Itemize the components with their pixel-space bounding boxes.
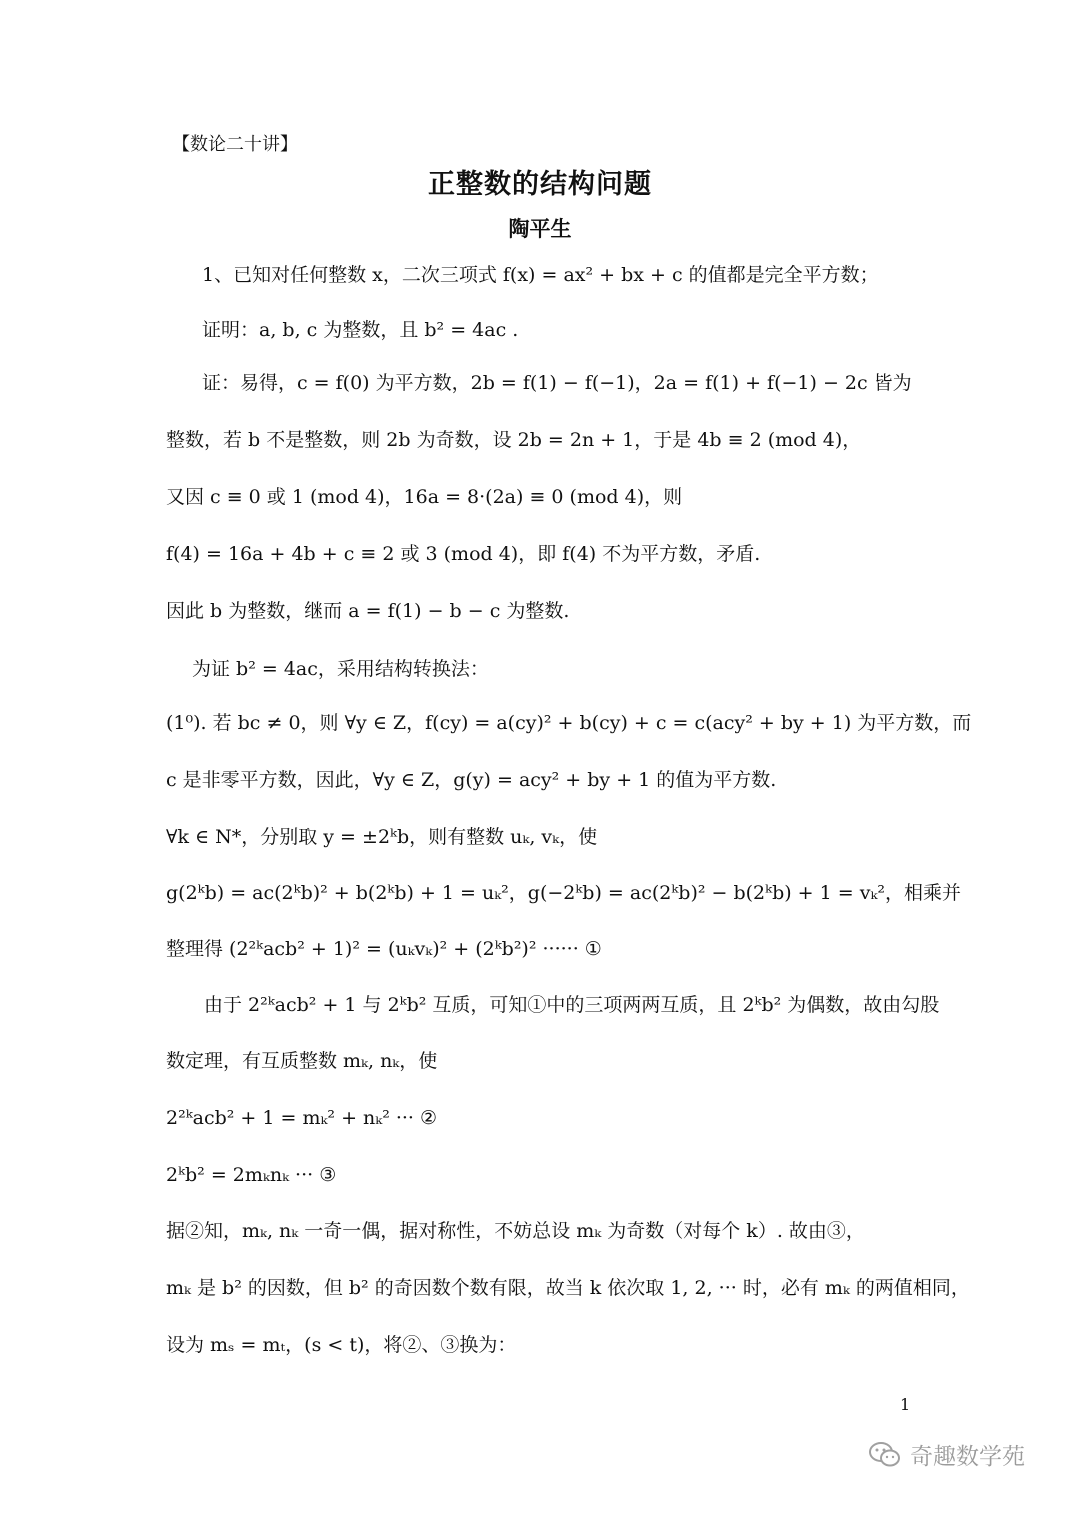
proof-line: 证：易得，c = f(0) 为平方数，2b = f(1) − f(−1)，2a = f(1) + f(−1) − 2c 皆为 [202, 372, 912, 394]
author-name: 陶平生 [508, 216, 572, 241]
proof-line: 因此 b 为整数，继而 a = f(1) − b − c 为整数. [166, 600, 570, 622]
watermark [868, 1438, 1025, 1471]
series-tag: 【数论二十讲】 [172, 134, 298, 155]
proof-line: ∀k ∈ N*，分别取 y = ±2ᵏb，则有整数 uₖ, vₖ，使 [166, 826, 598, 848]
page-number: 1 [900, 1395, 911, 1414]
proof-line: 为证 b² = 4ac，采用结构转换法： [192, 658, 489, 680]
proof-line: 据②知，mₖ, nₖ 一奇一偶，据对称性，不妨总设 mₖ 为奇数（对每个 k）. 故由③， [166, 1220, 865, 1242]
equation-2: 2²ᵏacb² + 1 = mₖ² + nₖ² ··· ② [166, 1107, 438, 1129]
proof-line: mₖ 是 b² 的因数，但 b² 的奇因数个数有限，故当 k 依次取 1, 2, ··· 时，必有 mₖ 的两值相同， [166, 1277, 970, 1299]
proof-line: f(4) = 16a + 4b + c ≡ 2 或 3 (mod 4)，即 f(4) 不为平方数，矛盾. [166, 543, 761, 565]
proof-line: 又因 c ≡ 0 或 1 (mod 4)，16a = 8·(2a) ≡ 0 (mod 4)，则 [166, 486, 683, 508]
proof-line: 设为 mₛ = mₜ，(s < t)，将②、③换为： [166, 1334, 517, 1356]
paper-title: 正整数的结构问题 [428, 169, 652, 200]
proof-line: 由于 2²ᵏacb² + 1 与 2ᵏb² 互质，可知①中的三项两两互质，且 2ᵏb² 为偶数，故由勾股 [204, 994, 940, 1016]
proof-line: (1⁰). 若 bc ≠ 0，则 ∀y ∈ Z，f(cy) = a(cy)² + b(cy) + c = c(acy² + by + 1) 为平方数，而 [166, 712, 972, 734]
proof-line: g(2ᵏb) = ac(2ᵏb)² + b(2ᵏb) + 1 = uₖ²，g(−2ᵏb) = ac(2ᵏb)² − b(2ᵏb) + 1 = vₖ²，相乘并 [166, 882, 962, 904]
problem-statement: 1、已知对任何整数 x，二次三项式 f(x) = ax² + bx + c 的值都是完全平方数； [202, 264, 879, 286]
proof-line: c 是非零平方数，因此，∀y ∈ Z，g(y) = acy² + by + 1 的值为平方数. [166, 769, 777, 791]
equation-1: 整理得 (2²ᵏacb² + 1)² = (uₖvₖ)² + (2ᵏb²)² ······ ① [166, 938, 602, 960]
proof-line: 整数，若 b 不是整数，则 2b 为奇数，设 2b = 2n + 1，于是 4b ≡ 2 (mod 4)， [166, 429, 862, 451]
proof-goal: 证明：a, b, c 为整数，且 b² = 4ac . [202, 319, 519, 341]
equation-3: 2ᵏb² = 2mₖnₖ ··· ③ [166, 1164, 337, 1186]
proof-line: 数定理，有互质整数 mₖ, nₖ，使 [166, 1050, 438, 1072]
wechat-icon [868, 1440, 902, 1470]
watermark-text: 奇趣数学苑 [910, 1444, 1025, 1470]
